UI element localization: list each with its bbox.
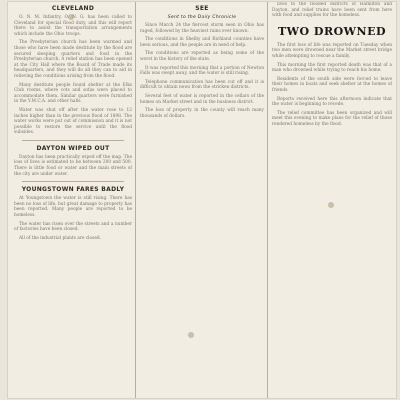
paragraph: Residents of the south side were forced to leave their homes in boats and seek shelter at the homes of friends. <box>272 76 392 93</box>
paragraph: The first loss of life was reported on Tuesday when two men were drowned near the Market street bridge while attempting to rescue a family. <box>272 42 392 59</box>
paragraph: O. N. M. Infantry, O. N. G. has been called to Cleveland for special flood duty, and this will report there to assist the transportation arrangements which include the Ohio troops. <box>14 15 132 37</box>
headline-dayton: DAYTON WIPED OUT <box>36 144 110 152</box>
column-2 <box>140 2 264 398</box>
paragraph: Dayton has been practically wiped off the map. The loss of lives is estimated to be between 200 and 500. There is little food or water and the main streets of the city are under water. <box>14 154 132 177</box>
paragraph: Telephone communication has been cut off and it is difficult to obtain news from the stricken districts. <box>140 79 264 91</box>
column-3 <box>272 2 392 398</box>
paragraph: Water was shut off after the water rose to 12 inches higher than in the previous flood of 1898. The water works were put out of commission and it is not possible to restore the service until the flood subsides. <box>14 107 132 136</box>
dateline: Sent to the Daily Chronicle <box>167 15 237 20</box>
paragraph: The loss of property in the county will reach many thousands of dollars. <box>140 108 264 119</box>
section-divider <box>22 181 124 182</box>
paragraph: Many destitute people found shelter at the Elks Club rooms, where cots and sofas were placed to accommodate them. Similar quarters were furnished in the Y.M.C.A. and other halls. <box>14 82 132 105</box>
column-1 <box>14 2 132 398</box>
paragraph: Reports received here this afternoon indicate that the water is beginning to recede. <box>272 96 392 108</box>
paragraph: It was reported this morning that a portion of Newton Falls was swept away, and the water is still rising. <box>140 65 264 77</box>
paragraph: The conditions in Shelby and Richland counties have been serious, and the people are in need of help. <box>140 37 264 48</box>
paragraph: Since March 24 the fiercest storm seen in Ohio has raged, followed by the heaviest rains ever known. <box>140 23 264 34</box>
paragraph: Several feet of water is reported in the cellars of the homes on Market street and in the business district. <box>140 93 264 105</box>
paragraph: At Youngstown the water is still rising. There has been no loss of life, but great damage to property has been reported. Many people are reported to be homeless. <box>14 196 132 219</box>
section-divider <box>22 140 124 141</box>
newspaper-page <box>8 2 396 398</box>
paragraph: The relief committee has been organized and will meet this evening to make plans for the relief of those rendered homeless by the flood. <box>272 110 392 127</box>
paragraph: This morning the first reported death was that of a man who drowned while trying to reach his home. <box>272 62 392 74</box>
paragraph: lives to the flooded districts of Hamilton and Dayton, and relief trains have been sent from here with food and supplies for the homeless. <box>272 2 392 19</box>
column-rule <box>267 2 268 398</box>
headline-youngstown: YOUNGSTOWN FARES BADLY <box>21 186 125 194</box>
paragraph: The Presbyterian church has been warmed and those who have been made destitute by the flood are secured sleeping quarters and food in the Presbyterian church. A relief station has been opened at the City Hall where the Board of Trade made its headquarters, and they will do all they can to aid in relieving the conditions arising from the flood. <box>14 40 132 79</box>
paragraph: The water has risen over the streets and a number of factories have been closed. <box>14 221 132 233</box>
headline-see: SEE <box>195 5 209 12</box>
column-rule <box>135 2 136 398</box>
headline-two-drowned: TWO DROWNED <box>277 24 387 38</box>
paragraph: All of the industrial plants are closed. <box>19 235 101 241</box>
headline-cleveland: CLEVELAND <box>51 5 95 12</box>
paragraph: The conditions are reported as being some of the worst in the history of the state. <box>140 51 264 62</box>
